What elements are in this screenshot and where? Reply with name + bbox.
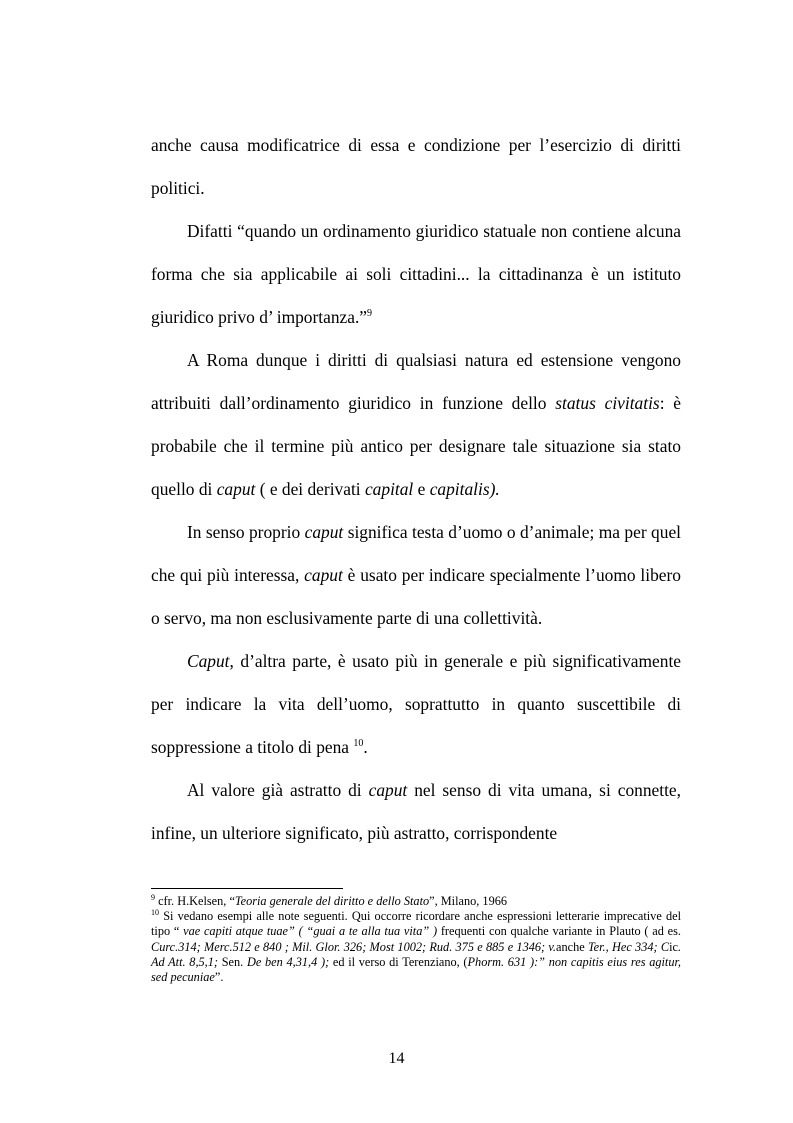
paragraph: Al valore già astratto di caput nel senso di vita umana, si connette, infine, un ulteriore significato, più astratto, corrispondente	[151, 780, 681, 843]
paragraph: Caput, d’altra parte, è usato più in generale e più significativamente per indicare la vita dell’uomo, soprattutto in quanto suscettibile di soppressione a titolo di pena $^{10}$.	[151, 651, 681, 757]
footnote-ref-9[interactable]: 9	[367, 308, 373, 319]
paragraph: A Roma dunque i diritti di qualsiasi natura ed estensione vengono attribuiti dall’ordinamento giuridico in funzione dello status civitatis: è probabile che il termine più antico per designare tale situazione sia stato quello di caput ( e dei derivati capital e capitalis).	[151, 350, 682, 499]
page-number: 14	[388, 1050, 405, 1067]
paragraph: In senso proprio caput significa testa d’uomo o d’animale; ma per quel che qui più interessa, caput è usato per indicare specialmente l’uomo libero o servo, ma non esclusivamente parte di una collettività.	[151, 522, 681, 628]
main-text	[151, 124, 681, 855]
footnote-10: $^{10}$ Si vedano esempi alle note seguenti. Qui occorre ricordare anche espressioni letterarie imprecative del tipo “ vae capiti atque tuae” ( “guai a te alla tua vita” ) frequenti con qualche variante in Plauto ( ad es. Curc.314; Merc.512 e 840 ; Mil. Glor. 326; Most 1002; Rud. 375 e 885 e 1346; v.anche Ter., Hec 334; Cic. Ad Att. 8,5,1; Sen. De ben 4,31,4 ); ed il verso di Terenziano, (Phorm. 631 ):” non capitis eius res agitur, sed pecuniae”.	[151, 908, 682, 985]
footnote-9: $^9$ cfr. H.Kelsen, “Teoria generale del diritto e dello Stato”, Milano, 1966	[151, 893, 508, 908]
footnotes	[151, 894, 681, 985]
paragraph: anche causa modificatrice di essa e condizione per l’esercizio di diritti politici.	[151, 135, 681, 198]
paragraph: Difatti “quando un ordinamento giuridico statuale non contiene alcuna forma che sia applicabile ai soli cittadini... la cittadinanza è un istituto giuridico privo d’ importanza.”$^9$	[151, 221, 681, 327]
footnote-separator	[151, 888, 343, 889]
footnote-ref-10[interactable]: 10	[353, 738, 364, 749]
